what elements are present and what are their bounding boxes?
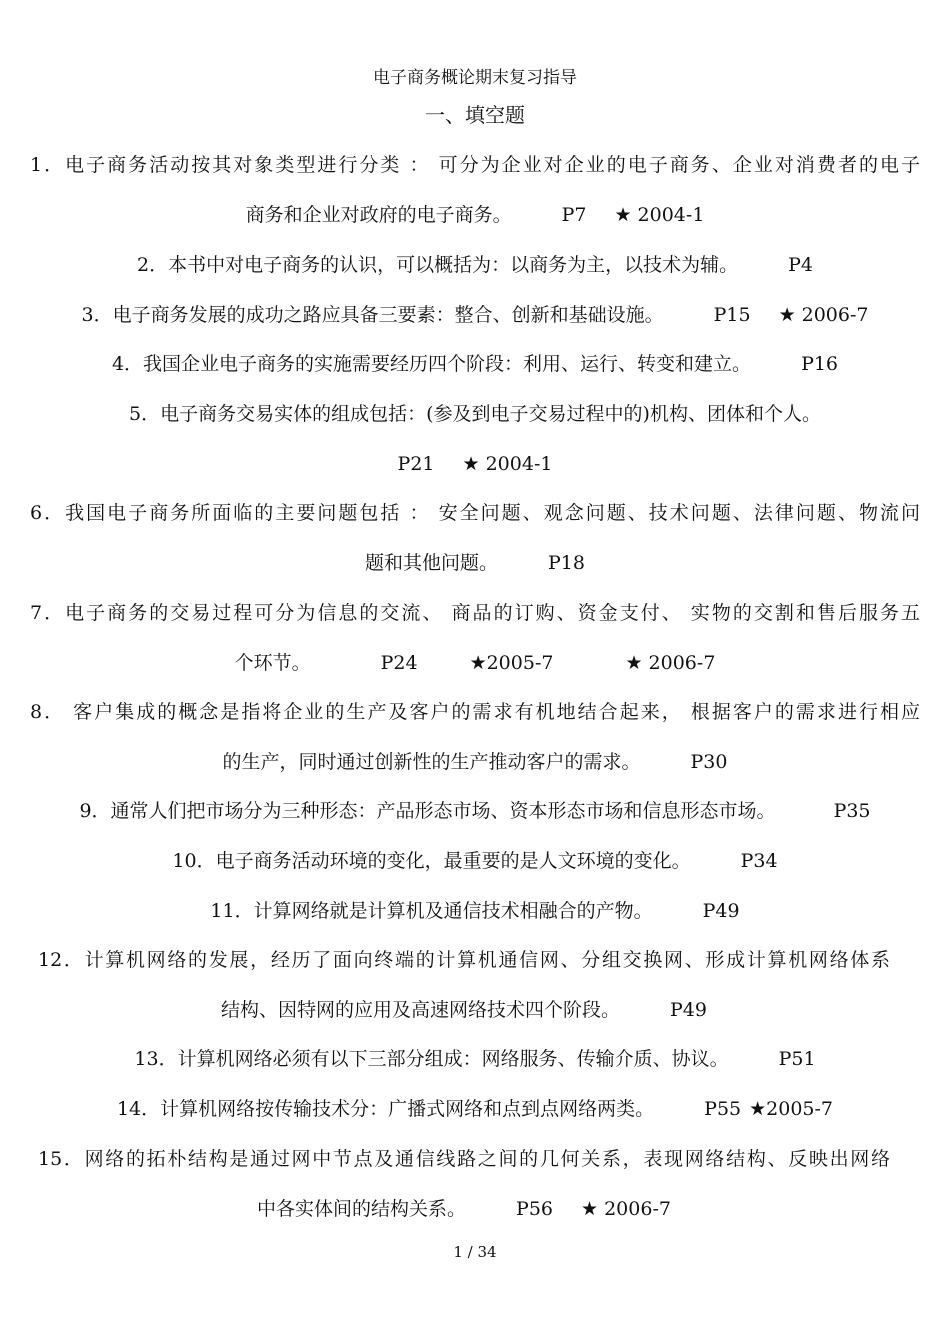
list-item xyxy=(38,935,890,1035)
item-line xyxy=(30,290,920,340)
item-text: 14．计算机网络按传输技术分：广播式网络和点到点网络两类。 xyxy=(116,1098,655,1120)
item-line xyxy=(30,339,920,389)
item-text-continued xyxy=(30,638,920,688)
page-reference: P30 xyxy=(690,751,728,773)
item-text: 个环节。 xyxy=(234,652,311,674)
item-text: 4．我国企业电子商务的实施需要经历四个阶段：利用、运行、转变和建立。 xyxy=(111,353,752,375)
item-text: 13．计算机网络必须有以下三部分组成：网络服务、传输介质、协议。 xyxy=(134,1048,729,1070)
item-text: 8． 客户集成的概念是指将企业的生产及客户的需求有机地结合起来， 根据客户的需求进行相应 xyxy=(30,701,920,723)
item-line xyxy=(30,240,920,290)
item-meta-line xyxy=(30,439,920,489)
section-title: 一、填空题 xyxy=(425,103,525,127)
item-text: 结构、因特网的应用及高速网络技术四个阶段。 xyxy=(221,999,621,1021)
exam-star-badge: ★ 2004-1 xyxy=(462,453,553,475)
list-item xyxy=(30,140,920,240)
list-item xyxy=(30,1034,920,1084)
list-item xyxy=(30,240,920,290)
item-text: 15．网络的拓朴结构是通过网中节点及通信线路之间的几何关系，表现网络结构、反映出网络 xyxy=(38,1148,890,1170)
page-reference: P49 xyxy=(670,999,707,1021)
list-item xyxy=(30,1084,920,1134)
item-text: 10．电子商务活动环境的变化，最重要的是人文环境的变化。 xyxy=(172,850,691,872)
page-reference: P55 xyxy=(704,1098,742,1120)
list-item xyxy=(30,886,920,936)
page-reference: P16 xyxy=(801,353,839,375)
item-line xyxy=(30,886,920,936)
item-text: 12．计算机网络的发展，经历了面向终端的计算机通信网、分组交换网、形成计算机网络体系 xyxy=(38,949,890,971)
exam-star-badge: ★2005-7 xyxy=(469,652,554,674)
list-item xyxy=(30,290,920,340)
item-text: 6．我国电子商务所面临的主要问题包括 ： 安全问题、观念问题、技术问题、法律问题、物流问 xyxy=(30,502,920,524)
page-reference: P24 xyxy=(380,652,418,674)
page-reference: P21 xyxy=(397,453,435,475)
item-text: 的生产，同时通过创新性的生产推动客户的需求。 xyxy=(222,751,641,773)
item-text: 3．电子商务发展的成功之路应具备三要素：整合、创新和基础设施。 xyxy=(81,304,664,326)
item-text: 中各实体间的结构关系。 xyxy=(257,1198,467,1220)
item-text-continued xyxy=(30,190,920,240)
item-text-continued xyxy=(38,1184,890,1234)
item-text: 9．通常人们把市场分为三种形态：产品形态市场、资本形态市场和信息形态市场。 xyxy=(79,800,776,822)
list-item xyxy=(38,1134,890,1234)
item-text-continued xyxy=(30,538,920,588)
item-line xyxy=(30,1084,920,1134)
item-text: 11．计算网络就是计算机及通信技术相融合的产物。 xyxy=(210,900,653,922)
list-item xyxy=(30,389,920,489)
list-item xyxy=(30,339,920,389)
page-reference: P7 xyxy=(561,204,587,226)
item-text: 题和其他问题。 xyxy=(365,552,499,574)
list-item xyxy=(30,588,920,688)
page-reference: P49 xyxy=(702,900,740,922)
page-reference: P56 xyxy=(516,1198,554,1220)
list-item xyxy=(30,687,920,787)
item-text: 商务和企业对政府的电子商务。 xyxy=(245,204,512,226)
list-item xyxy=(30,488,920,588)
page-reference: P34 xyxy=(740,850,778,872)
list-item xyxy=(30,786,920,836)
item-text-continued xyxy=(38,985,890,1035)
item-line xyxy=(30,836,920,886)
item-text: 5．电子商务交易实体的组成包括：(参及到电子交易过程中的)机构、团体和个人。 xyxy=(129,403,821,425)
item-line xyxy=(30,1034,920,1084)
exam-star-badge: ★2005-7 xyxy=(749,1098,834,1120)
page-reference: P15 xyxy=(713,304,751,326)
page-reference: P4 xyxy=(788,254,813,276)
page-reference: P51 xyxy=(778,1048,816,1070)
exam-star-badge: ★ 2006-7 xyxy=(778,304,869,326)
exam-star-badge: ★ 2004-1 xyxy=(614,204,705,226)
item-text: 1．电子商务活动按其对象类型进行分类 ： 可分为企业对企业的电子商务、企业对消费者的电子 xyxy=(30,154,920,176)
document-title: 电子商务概论期末复习指导 xyxy=(373,68,577,88)
exam-star-badge: ★ 2006-7 xyxy=(581,1198,671,1220)
item-text: 7．电子商务的交易过程可分为信息的交流、 商品的订购、资金支付、 实物的交割和售后服务五 xyxy=(30,602,920,624)
page-reference: P35 xyxy=(833,800,871,822)
page-number: 1 / 34 xyxy=(453,1243,497,1261)
item-text: 2．本书中对电子商务的认识，可以概括为：以商务为主，以技术为辅。 xyxy=(137,254,739,276)
item-line xyxy=(30,786,920,836)
exam-star-badge: ★ 2006-7 xyxy=(625,652,716,674)
item-text-continued xyxy=(30,737,920,787)
page-reference: P18 xyxy=(548,552,585,574)
list-item xyxy=(30,836,920,886)
